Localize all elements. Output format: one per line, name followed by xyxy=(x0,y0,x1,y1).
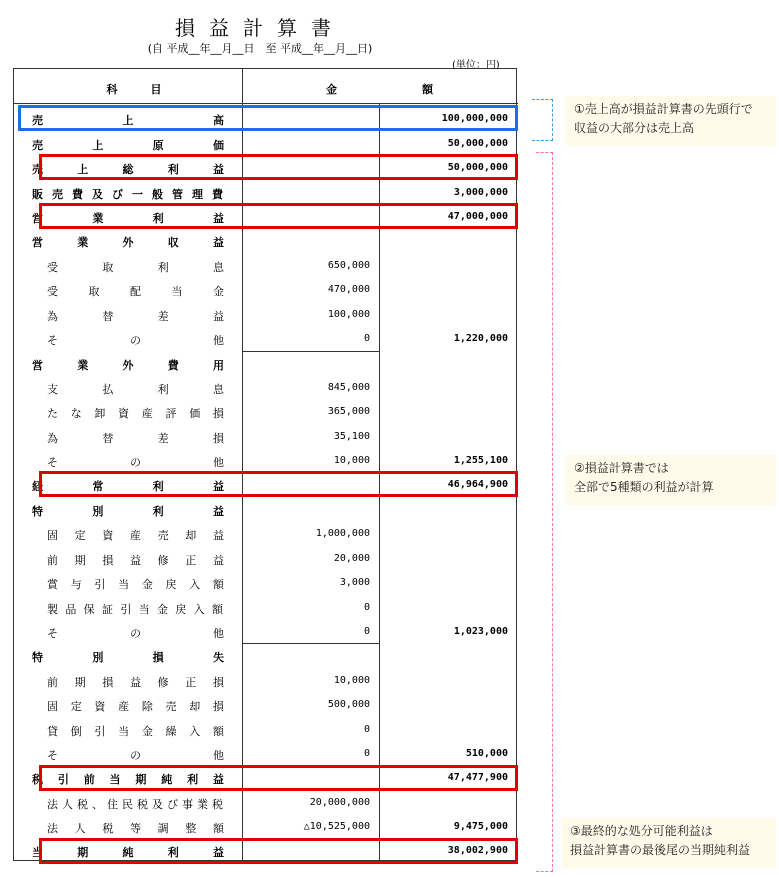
row-amount-total: 46,964,900 xyxy=(447,479,508,490)
row-label: 営 業 外 費 用 xyxy=(32,359,224,372)
table-row xyxy=(14,596,518,620)
row-amount-total: 3,000,000 xyxy=(453,187,508,198)
row-amount-total: 1,220,000 xyxy=(453,333,508,344)
table-row xyxy=(14,278,518,302)
table-row xyxy=(14,376,518,400)
header-item: 科 目 xyxy=(106,83,162,96)
table-row xyxy=(14,718,518,742)
header-amount-left: 金 xyxy=(326,83,337,96)
row-amount-total: 100,000,000 xyxy=(441,113,508,124)
highlight-operating-profit xyxy=(39,203,518,229)
row-label: 賞 与 引 当 金 戻 入 額 xyxy=(47,578,224,591)
highlight-pretax-profit xyxy=(39,765,518,791)
note-connector-profit xyxy=(536,152,553,872)
row-label: 当 期 純 利 益 xyxy=(32,846,224,859)
row-label: 税 引 前 当 期 純 利 益 xyxy=(32,773,224,786)
row-label: 売 上 高 xyxy=(32,114,224,127)
row-label: 製 品 保 証 引 当 金 戻 入 額 xyxy=(47,603,224,616)
row-amount-detail: 20,000 xyxy=(333,553,370,564)
row-label: そ の 他 xyxy=(47,627,224,640)
row-label: 受 取 利 息 xyxy=(47,261,224,274)
row-amount-total: 50,000,000 xyxy=(447,162,508,173)
row-label: 為 替 差 損 xyxy=(47,432,224,445)
row-amount-detail: 845,000 xyxy=(327,382,370,393)
row-label: 売 上 原 価 xyxy=(32,139,224,152)
table-row xyxy=(14,425,518,449)
table-row xyxy=(14,449,518,473)
row-label: 売 上 総 利 益 xyxy=(32,163,224,176)
table-row xyxy=(14,791,518,815)
row-label: 販 売 費 及 び 一 般 管 理 費 xyxy=(32,188,224,201)
row-amount-detail: 650,000 xyxy=(327,260,370,271)
table-row xyxy=(14,181,518,205)
highlight-sales xyxy=(18,105,518,131)
note-3-line1: ③最終的な処分可能利益は xyxy=(570,824,713,838)
row-amount-detail: 10,000 xyxy=(333,675,370,686)
period-line: (自 平成__年__月__日 至 平成__年__月__日) xyxy=(147,42,373,55)
row-amount-total: 50,000,000 xyxy=(447,138,508,149)
row-label: 支 払 利 息 xyxy=(47,383,224,396)
row-amount-detail: 3,000 xyxy=(339,577,370,588)
income-statement-table xyxy=(13,68,517,861)
row-label: 固 定 資 産 売 却 益 xyxy=(47,529,224,542)
note1-connector xyxy=(532,99,553,141)
table-row xyxy=(14,815,518,839)
row-label: 法 人 税 、 住 民 税 及 び 事 業 税 xyxy=(47,798,224,811)
row-amount-total: 1,023,000 xyxy=(453,626,508,637)
header-divider xyxy=(14,103,518,104)
row-amount-total: 9,475,000 xyxy=(453,821,508,832)
row-label: 貸 倒 引 当 金 繰 入 額 xyxy=(47,725,224,738)
highlight-ordinary-profit xyxy=(39,471,518,497)
row-amount-detail: 0 xyxy=(363,626,370,637)
row-label: 営 業 外 収 益 xyxy=(32,236,224,249)
row-amount-total: 38,002,900 xyxy=(447,845,508,856)
table-row xyxy=(14,229,518,253)
row-label: そ の 他 xyxy=(47,456,224,469)
row-amount-total: 47,477,900 xyxy=(447,772,508,783)
row-amount-total: 510,000 xyxy=(465,748,508,759)
table-row xyxy=(14,303,518,327)
row-label: 前 期 損 益 修 正 益 xyxy=(47,554,224,567)
row-label: そ の 他 xyxy=(47,749,224,762)
row-label: 為 替 差 益 xyxy=(47,310,224,323)
highlight-gross-profit xyxy=(39,154,518,180)
note-1-line2: 収益の大部分は売上高 xyxy=(574,121,695,135)
row-amount-total: 47,000,000 xyxy=(447,211,508,222)
row-label: そ の 他 xyxy=(47,334,224,347)
note-1-line1: ①売上高が損益計算書の先頭行で xyxy=(574,102,753,116)
row-label: 前 期 損 益 修 正 損 xyxy=(47,676,224,689)
row-amount-detail: 0 xyxy=(363,602,370,613)
note-2-line1: ②損益計算書では xyxy=(574,461,669,475)
table-row xyxy=(14,352,518,376)
header-amount-right: 額 xyxy=(422,83,433,96)
row-amount-detail: 35,100 xyxy=(333,431,370,442)
row-amount-detail: 0 xyxy=(363,748,370,759)
table-row xyxy=(14,669,518,693)
table-row xyxy=(14,644,518,668)
row-label: 固 定 資 産 除 売 却 損 xyxy=(47,700,224,713)
table-row xyxy=(14,400,518,424)
table-row xyxy=(14,742,518,766)
table-row xyxy=(14,498,518,522)
row-label: 特 別 損 失 xyxy=(32,651,224,664)
row-amount-detail: 1,000,000 xyxy=(315,528,370,539)
note-3-line2: 損益計算書の最後尾の当期純利益 xyxy=(570,843,751,857)
table-row xyxy=(14,620,518,644)
document-title: 損益計算書 xyxy=(175,16,345,40)
row-label: 特 別 利 益 xyxy=(32,505,224,518)
row-amount-detail: 470,000 xyxy=(327,284,370,295)
row-label: 法 人 税 等 調 整 額 xyxy=(47,822,224,835)
table-row xyxy=(14,571,518,595)
row-amount-detail: 20,000,000 xyxy=(309,797,370,808)
row-amount-detail: △10,525,000 xyxy=(303,821,370,832)
table-row xyxy=(14,132,518,156)
note-1 xyxy=(566,96,776,146)
row-label: 営 業 利 益 xyxy=(32,212,224,225)
row-amount-detail: 10,000 xyxy=(333,455,370,466)
note-2-line2: 全部で5種類の利益が計算 xyxy=(574,480,714,494)
row-label: 受 取 配 当 金 xyxy=(47,285,224,298)
row-label: た な 卸 資 産 評 価 損 xyxy=(47,407,224,420)
row-amount-total: 1,255,100 xyxy=(453,455,508,466)
table-row xyxy=(14,254,518,278)
row-amount-detail: 0 xyxy=(363,333,370,344)
table-row xyxy=(14,327,518,351)
note-2 xyxy=(566,455,776,505)
row-label: 経 常 利 益 xyxy=(32,480,224,493)
note-3 xyxy=(562,818,776,868)
table-row xyxy=(14,547,518,571)
table-row xyxy=(14,522,518,546)
row-amount-detail: 0 xyxy=(363,724,370,735)
row-amount-detail: 365,000 xyxy=(327,406,370,417)
unit-label: (単位：円) xyxy=(452,60,500,71)
table-row xyxy=(14,693,518,717)
highlight-net-profit xyxy=(39,838,518,864)
row-amount-detail: 500,000 xyxy=(327,699,370,710)
row-amount-detail: 100,000 xyxy=(327,309,370,320)
